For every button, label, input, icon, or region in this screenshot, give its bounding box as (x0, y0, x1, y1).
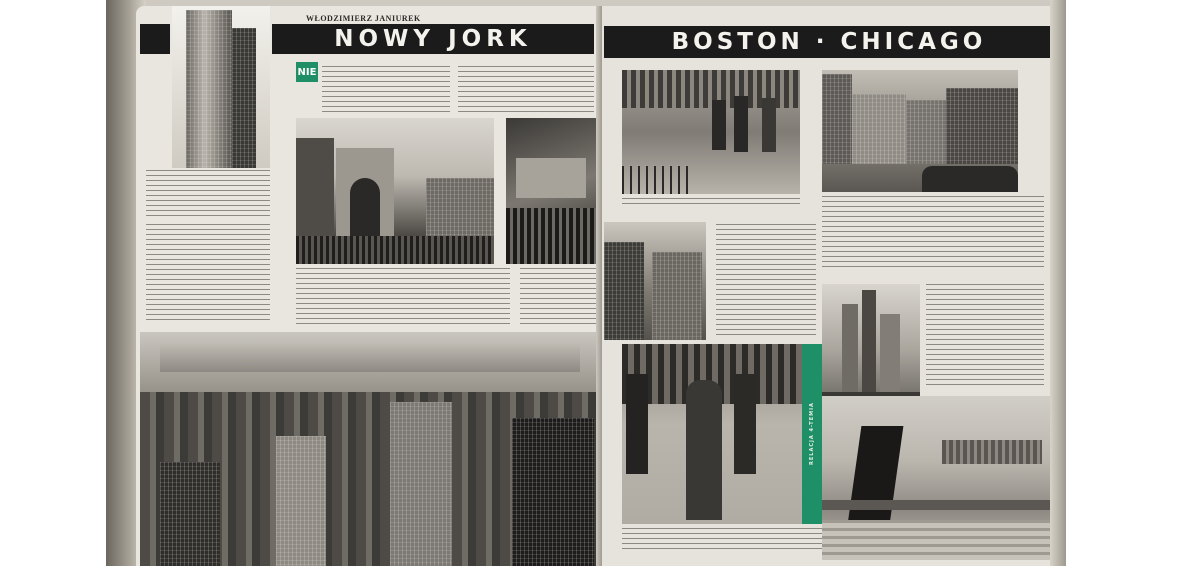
boston-article-text (822, 196, 1044, 270)
author-byline: WŁODZIMIERZ JANIUREK (306, 14, 421, 23)
title-bar-left-stub (140, 24, 170, 54)
right-headline: BOSTON · CHICAGO (604, 26, 1054, 58)
section-credit-strip: RELACJA 4-TEMIA (802, 344, 822, 524)
article-body-right (520, 268, 596, 326)
page-stack-edge-right (1050, 0, 1066, 566)
chicago-article-text (926, 284, 1044, 386)
left-text-block-1 (146, 170, 270, 220)
tourist-camera-photo (622, 344, 802, 524)
article-body-left (296, 268, 510, 326)
street-crowd-photo (506, 118, 596, 264)
tourist-photo-caption (622, 528, 822, 550)
manhattan-aerial-photo (140, 332, 596, 566)
left-text-block-2 (146, 224, 270, 324)
washington-arch-photo (296, 118, 494, 264)
boston-park-photo (622, 70, 800, 194)
intro-text-column-2 (458, 66, 594, 112)
skyscraper-photo (172, 6, 270, 168)
boston-rowhouses-photo (822, 70, 1018, 192)
left-headline: NOWY JORK (272, 24, 594, 54)
intro-text-column-1 (322, 66, 450, 112)
street-scene-photo (604, 222, 706, 340)
nie-drop-box: NIE (296, 62, 318, 82)
boston-photo-caption (622, 198, 800, 208)
boston-middle-text (716, 224, 816, 338)
chicago-harbor-photo (822, 396, 1050, 560)
